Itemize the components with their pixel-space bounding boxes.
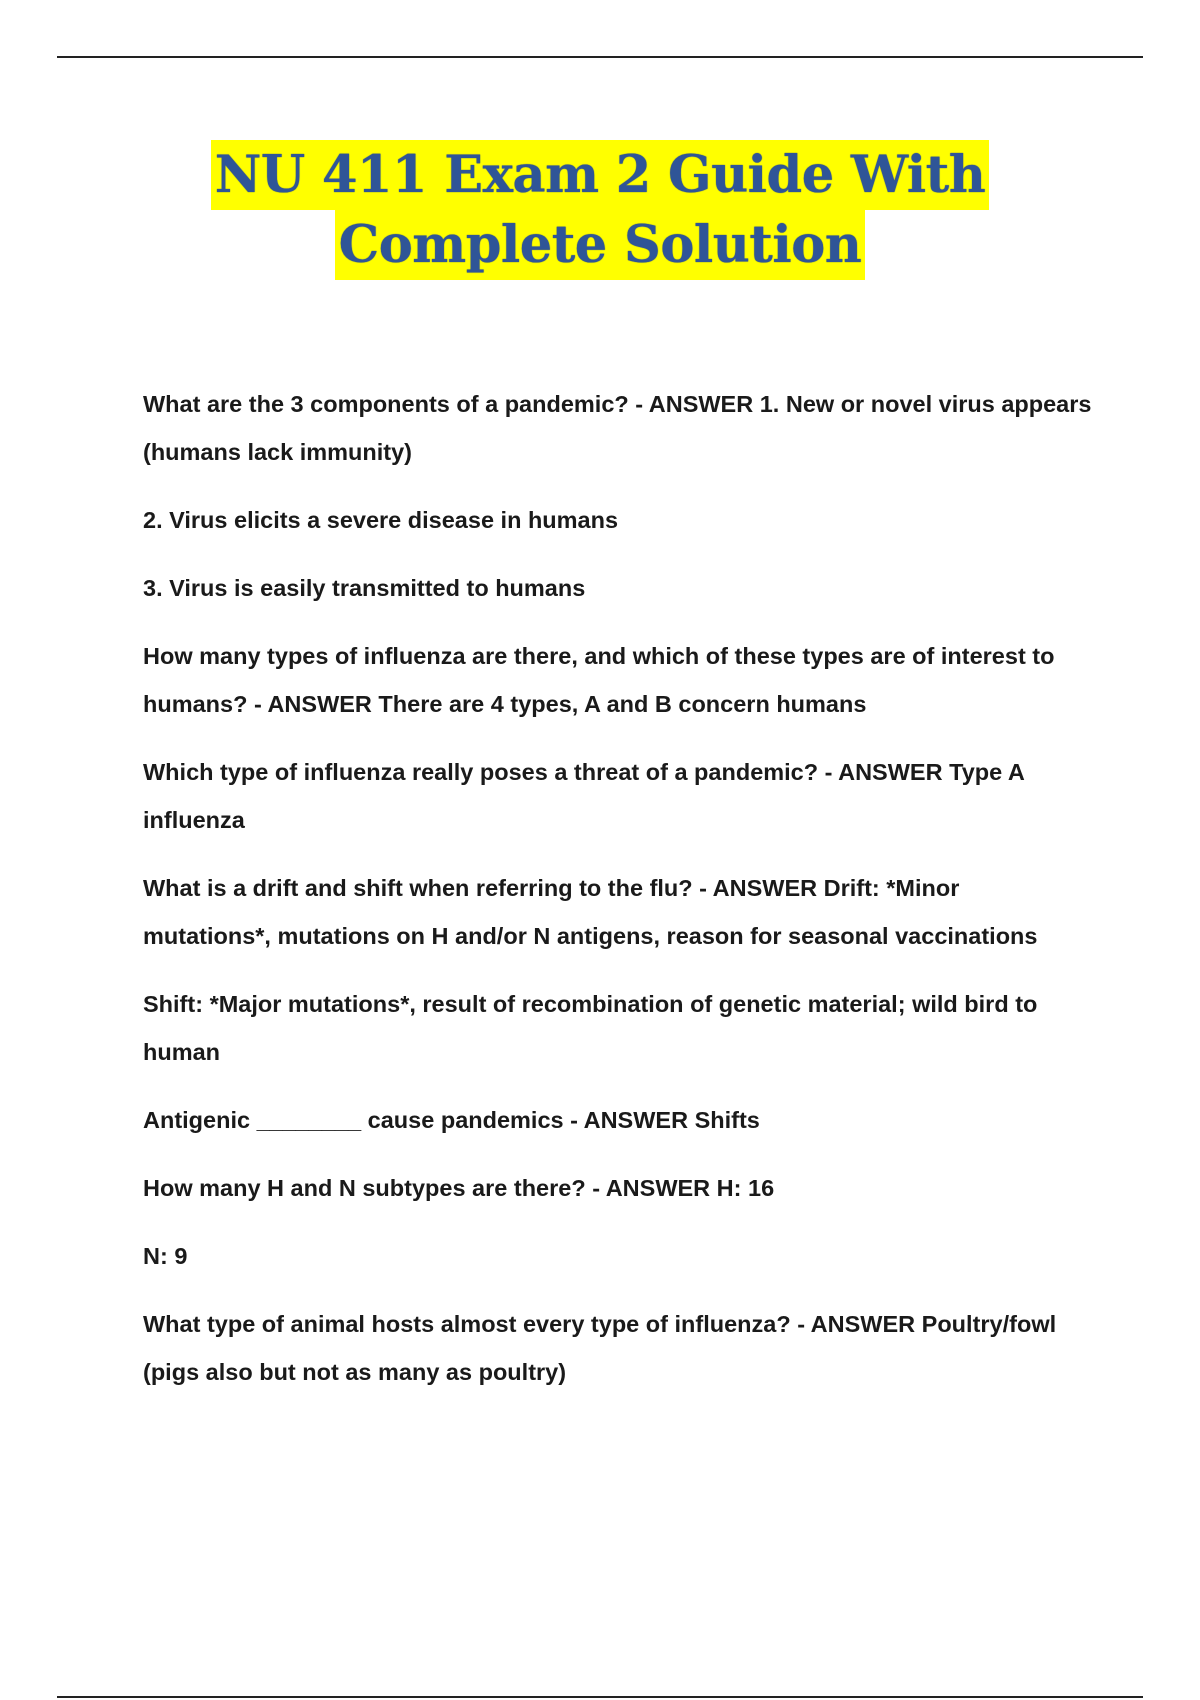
qa-paragraph: 3. Virus is easily transmitted to humans	[143, 575, 586, 601]
qa-paragraph: Which type of influenza really poses a threat of a pandemic? - ANSWER Type A influenza	[143, 759, 1031, 833]
qa-paragraph: What is a drift and shift when referring to the flu? - ANSWER Drift: *Minor mutations*, mutations on H and/or N antigens, reason for seasonal vaccinations	[143, 875, 1038, 949]
qa-paragraph: How many types of influenza are there, and which of these types are of interest to humans? - ANSWER There are 4 types, A and B concern humans	[143, 643, 1062, 717]
qa-paragraph: What are the 3 components of a pandemic? - ANSWER 1. New or novel virus appears (humans lack immunity)	[143, 391, 1098, 465]
bottom-rule	[57, 1696, 1143, 1698]
document-title	[0, 140, 1200, 280]
qa-paragraph: Shift: *Major mutations*, result of recombination of genetic material; wild bird to human	[143, 991, 1044, 1065]
top-rule	[57, 56, 1143, 58]
qa-paragraph: Antigenic ________ cause pandemics - ANSWER Shifts	[143, 1107, 760, 1133]
qa-paragraph: What type of animal hosts almost every type of influenza? - ANSWER Poultry/fowl (pigs also but not as many as poultry)	[143, 1311, 1063, 1385]
document-body	[143, 380, 1098, 1416]
qa-paragraph: 2. Virus elicits a severe disease in humans	[143, 507, 619, 533]
qa-paragraph: N: 9	[143, 1243, 188, 1269]
qa-paragraph: How many H and N subtypes are there? - ANSWER H: 16	[143, 1175, 775, 1201]
title-line-1: NU 411 Exam 2 Guide With	[211, 140, 990, 210]
title-line-2: Complete Solution	[335, 210, 866, 280]
